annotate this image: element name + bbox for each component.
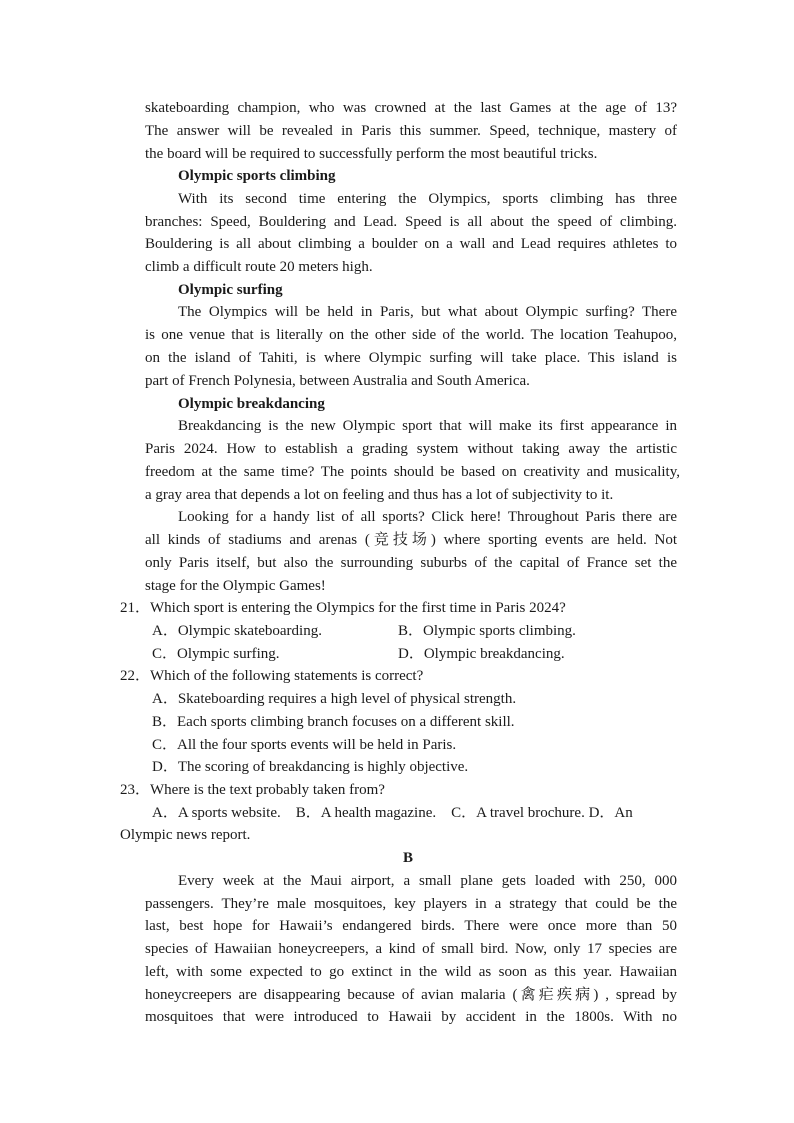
question-23-options[interactable]: A．A sports website. B．A health magazine. C．A travel brochure. D．An xyxy=(152,805,633,821)
question-21-option-b[interactable]: B．Olympic sports climbing. xyxy=(398,623,576,639)
climbing-line-2: branches: Speed, Bouldering and Lead. Speed is all about the speed of climbing. xyxy=(145,214,677,230)
passage-b-line-6: honeycreepers are disappearing because of avian malaria (禽疟疾病) , spread by xyxy=(145,987,677,1003)
passage-b-line-3: last, best hope for Hawaii’s endangered birds. There were once more than 50 xyxy=(145,918,677,934)
question-22-option-a[interactable]: A．Skateboarding requires a high level of physical strength. xyxy=(152,691,517,707)
surfing-line-4: part of French Polynesia, between Australia and South America. xyxy=(145,373,530,389)
closing-line-1: Looking for a handy list of all sports? Click here! Throughout Paris there are xyxy=(178,509,677,525)
skate-line-1: skateboarding champion, who was crowned at the last Games at the age of 13? xyxy=(145,100,677,116)
question-21-option-a[interactable]: A．Olympic skateboarding. xyxy=(152,623,322,639)
skate-line-2: The answer will be revealed in Paris this summer. Speed, technique, mastery of xyxy=(145,123,677,139)
passage-b-line-7: mosquitoes that were introduced to Hawaii by accident in the 1800s. With no xyxy=(145,1009,677,1025)
breakdancing-line-4: a gray area that depends a lot on feeling and thus has a lot of subjectivity to it. xyxy=(145,487,614,503)
skate-line-3: the board will be required to successfully perform the most beautiful tricks. xyxy=(145,146,598,162)
passage-b-line-1: Every week at the Maui airport, a small plane gets loaded with 250, 000 xyxy=(178,873,677,889)
question-23-stem: 23．Where is the text probably taken from? xyxy=(120,782,385,798)
breakdancing-line-2: Paris 2024. How to establish a grading system without taking away the artistic xyxy=(145,441,677,457)
question-22-option-d[interactable]: D．The scoring of breakdancing is highly objective. xyxy=(152,759,469,775)
question-23-options-wrap[interactable]: Olympic news report. xyxy=(120,827,251,843)
surfing-line-2: is one venue that is literally on the other side of the world. The location Teahupoo, xyxy=(145,327,677,343)
question-22-option-b[interactable]: B．Each sports climbing branch focuses on a different skill. xyxy=(152,714,515,730)
passage-b-line-5: left, with some expected to go extinct in the wild as soon as this year. Hawaiian xyxy=(145,964,677,980)
question-22-stem: 22．Which of the following statements is correct? xyxy=(120,668,424,684)
question-21-option-c[interactable]: C．Olympic surfing. xyxy=(152,646,280,662)
passage-b-line-2: passengers. They’re male mosquitoes, key players in a strategy that could be the xyxy=(145,896,677,912)
question-21-option-d[interactable]: D．Olympic breakdancing. xyxy=(398,646,565,662)
passage-b-label: B xyxy=(402,850,413,866)
surfing-line-3: on the island of Tahiti, is where Olympic surfing will take place. This island is xyxy=(145,350,677,366)
closing-line-3: only Paris itself, but also the surrounding suburbs of the capital of France set the xyxy=(145,555,677,571)
closing-line-2: all kinds of stadiums and arenas (竞技场) where sporting events are held. Not xyxy=(145,532,677,548)
breakdancing-heading: Olympic breakdancing xyxy=(178,396,325,412)
question-21-stem: 21．Which sport is entering the Olympics for the first time in Paris 2024? xyxy=(120,600,566,616)
closing-line-4: stage for the Olympic Games! xyxy=(145,578,326,594)
breakdancing-line-1: Breakdancing is the new Olympic sport that will make its first appearance in xyxy=(178,418,677,434)
breakdancing-line-3: freedom at the same time? The points should be based on creativity and musicality, xyxy=(145,464,680,480)
climbing-line-1: With its second time entering the Olympics, sports climbing has three xyxy=(178,191,677,207)
question-22-option-c[interactable]: C．All the four sports events will be held in Paris. xyxy=(152,737,457,753)
climbing-line-4: climb a difficult route 20 meters high. xyxy=(145,259,373,275)
climbing-heading: Olympic sports climbing xyxy=(178,168,336,184)
surfing-heading: Olympic surfing xyxy=(178,282,283,298)
surfing-line-1: The Olympics will be held in Paris, but what about Olympic surfing? There xyxy=(178,304,677,320)
passage-b-line-4: species of Hawaiian honeycreepers, a kind of small bird. Now, only 17 species are xyxy=(145,941,677,957)
climbing-line-3: Bouldering is all about climbing a boulder on a wall and Lead requires athletes to xyxy=(145,236,677,252)
